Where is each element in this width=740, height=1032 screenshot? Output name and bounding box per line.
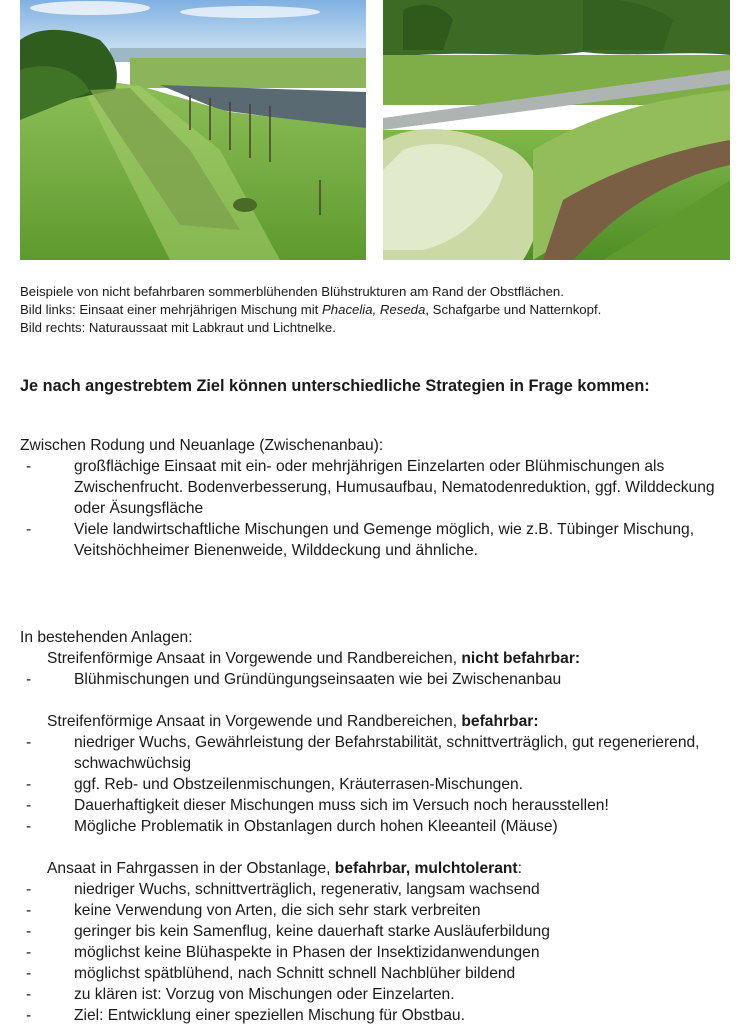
caption-line-3: Bild rechts: Naturaussaat mit Labkraut und Lichtnelke.	[20, 320, 336, 335]
subsection-title	[20, 648, 735, 669]
list-item: - keine Verwendung von Arten, die sich sehr stark verbreiten	[20, 900, 735, 921]
list-item: - niedriger Wuchs, schnittverträglich, regenerativ, langsam wachsend	[20, 879, 735, 900]
subsection-emphasis: nicht befahrbar:	[461, 650, 581, 667]
section-between-clearing-and-planting	[20, 435, 735, 561]
list-item: - möglichst keine Blühaspekte in Phasen der Insektizidanwendungen	[20, 942, 735, 963]
list-item: - Dauerhaftigkeit dieser Mischungen muss sich im Versuch noch herausstellen!	[20, 795, 735, 816]
caption-line-2	[20, 301, 730, 319]
list-item: - möglichst spätblühend, nach Schnitt schnell Nachblüher bildend	[20, 963, 735, 984]
subsection-title	[20, 858, 735, 879]
bullet-list	[20, 879, 735, 1026]
section-existing-plantations	[20, 627, 735, 1026]
caption-species-italic: Phacelia, Reseda	[321, 302, 426, 317]
subsection-text: Streifenförmige Ansaat in Vorgewende und Randbereichen,	[47, 650, 462, 667]
bullet-list	[20, 732, 735, 837]
photo-orchard-flower-strip	[20, 0, 366, 260]
section-title: In bestehenden Anlagen:	[20, 629, 193, 646]
subsection-emphasis: befahrbar, mulchtolerant	[334, 860, 518, 877]
list-item: - zu klären ist: Vorzug von Mischungen oder Einzelarten.	[20, 984, 735, 1005]
list-item: - großflächige Einsaat mit ein- oder mehrjährigen Einzelarten oder Blühmischungen als Zwischenfrucht. Bodenverbesserung, Humusaufbau, Nematodenreduktion, ggf. Wilddeckung oder Äsungsfläche	[20, 456, 735, 519]
list-item: - Viele landwirtschaftliche Mischungen und Gemenge möglich, wie z.B. Tübinger Mischung, Veitshöchheimer Bienenweide, Wilddeckung und ähnliche.	[20, 519, 735, 561]
list-item: - geringer bis kein Samenflug, keine dauerhaft starke Ausläuferbildung	[20, 921, 735, 942]
list-item: - Blühmischungen und Gründüngungseinsaaten wie bei Zwischenanbau	[20, 669, 735, 690]
caption-line-1: Beispiele von nicht befahrbaren sommerblühenden Blühstrukturen am Rand der Obstflächen.	[20, 284, 564, 299]
subsection-text: :	[517, 860, 522, 877]
subsection-text: Ansaat in Fahrgassen in der Obstanlage,	[47, 860, 335, 877]
caption-text: , Schafgarbe und Natternkopf.	[425, 302, 602, 317]
list-item: - niedriger Wuchs, Gewährleistung der Befahrstabilität, schnittverträglich, gut regenerierend, schwachwüchsig	[20, 732, 735, 774]
bullet-list	[20, 669, 735, 690]
section-heading: Je nach angestrebtem Ziel können unterschiedliche Strategien in Frage kommen:	[20, 377, 650, 395]
figure-caption	[20, 283, 730, 337]
bullet-list	[20, 456, 735, 561]
photo-roadside-natural-seeding	[383, 0, 730, 260]
subsection-emphasis: befahrbar:	[461, 713, 539, 730]
list-item: - ggf. Reb- und Obstzeilenmischungen, Kräuterrasen-Mischungen.	[20, 774, 735, 795]
list-item: - Mögliche Problematik in Obstanlagen durch hohen Kleeanteil (Mäuse)	[20, 816, 735, 837]
caption-text: Bild links: Einsaat einer mehrjährigen Mischung mit	[20, 302, 322, 317]
subsection-text: Streifenförmige Ansaat in Vorgewende und Randbereichen,	[47, 713, 462, 730]
section-title: Zwischen Rodung und Neuanlage (Zwischenanbau):	[20, 437, 384, 454]
list-item: - Ziel: Entwicklung einer speziellen Mischung für Obstbau.	[20, 1005, 735, 1026]
subsection-title	[20, 711, 735, 732]
